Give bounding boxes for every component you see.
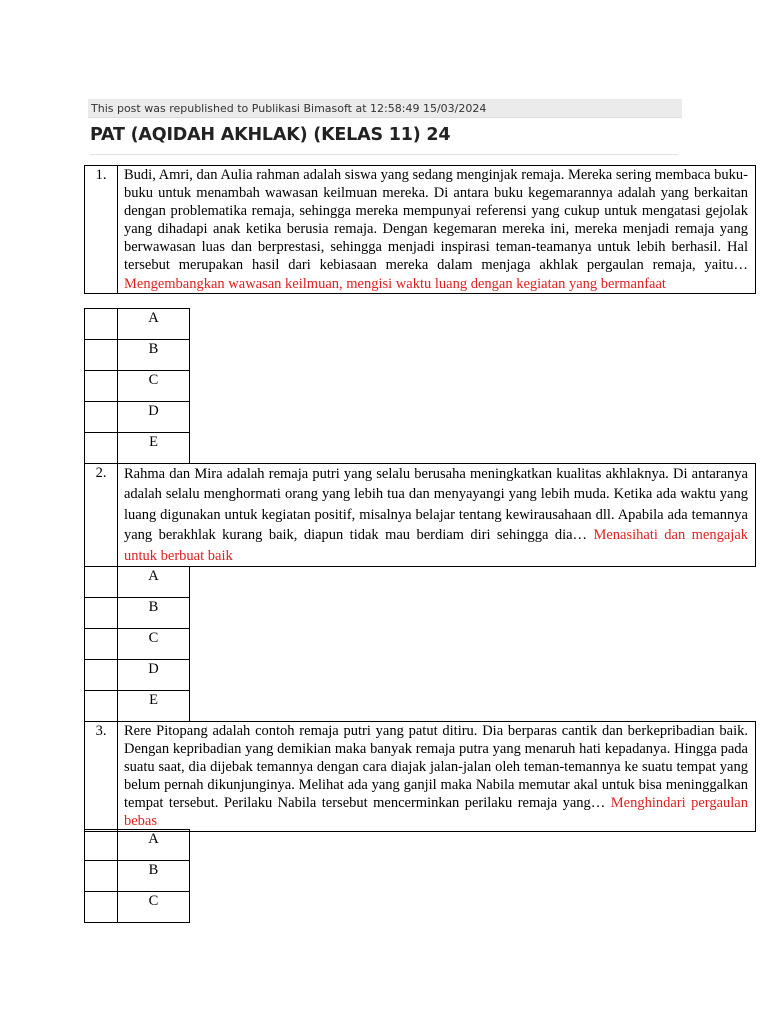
option-letter[interactable]: E [118, 433, 190, 464]
question-stem: Rere Pitopang adalah contoh remaja putri yang patut ditiru. Dia berparas cantik dan berkepribadian baik. Dengan kepribadian yang demikian maka banyak remaja putra yang menaruh hati kepadanya. Hingga pada suatu saat, dia dijebak temannya dengan cara diajak jalan-jalan oleh teman-temannya ke suatu tempat yang belum pernah dikunjunginya. Melihat ada yang ganjil maka Nabila memutar akal untuk bisa meninggalkan tempat tersebut. Perilaku Nabila tersebut mencerminkan perilaku remaja yang… [124, 723, 748, 812]
option-letter[interactable]: B [118, 340, 190, 371]
option-letter[interactable]: A [118, 567, 190, 598]
option-letter[interactable]: D [118, 402, 190, 433]
options-3 [84, 829, 190, 923]
question-text [118, 166, 756, 294]
republish-notice: This post was republished to Publikasi Bimasoft at 12:58:49 15/03/2024 [88, 99, 682, 118]
option-letter[interactable]: B [118, 598, 190, 629]
option-row [85, 660, 190, 691]
option-letter[interactable]: D [118, 660, 190, 691]
options-1 [84, 308, 190, 464]
option-row [85, 892, 190, 923]
page-title: PAT (AQIDAH AKHLAK) (KELAS 11) 24 [90, 125, 451, 145]
title-divider [90, 154, 678, 155]
answer-key: Mengembangkan wawasan keilmuan, mengisi waktu luang dengan kegiatan yang bermanfaat [124, 275, 666, 292]
question-stem: Rahma dan Mira adalah remaja putri yang selalu berusaha meningkatkan kualitas akhlaknya. Di antaranya adalah selalu menghormati orang yang lebih tua dan menyayangi yang lebih muda. Ketika ada waktu yang luang digunakan untuk kegiatan positif, misalnya belajar tentang kewirausahaan dll. Apabila ada temannya yang berakhlak kurang baik, diapun tidak mau berdiam diri sehingga dia… [124, 466, 748, 544]
question-text [118, 464, 756, 567]
question-stem: Budi, Amri, dan Aulia rahman adalah siswa yang sedang menginjak remaja. Mereka sering membaca buku-buku untuk menambah wawasan keilmuan mereka. Di antara buku kegemarannya adalah yang berkaitan dengan problematika remaja, sehingga mereka mempunyai referensi yang cukup untuk mengatasi gejolak yang dihadapi anak ketika berusia remaja. Dengan kegemaran mereka ini, mereka menjadi remaja yang berwawasan luas dan berprestasi, sehingga menjadi inspirasi teman-teamanya untuk lebih berhasil. Hal tersebut merupakan hasil dari kebiasaan mereka dalam menjaga akhlak pergaulan remaja, yaitu… [124, 167, 748, 274]
question-text [118, 722, 756, 832]
option-row [85, 567, 190, 598]
option-row [85, 433, 190, 464]
option-row [85, 598, 190, 629]
option-letter[interactable]: E [118, 691, 190, 722]
question-number: 2. [85, 464, 118, 567]
option-row [85, 371, 190, 402]
option-row [85, 691, 190, 722]
options-2 [84, 566, 190, 722]
option-row [85, 861, 190, 892]
option-letter[interactable]: A [118, 309, 190, 340]
question-3 [84, 721, 756, 832]
question-2 [84, 463, 756, 567]
option-letter[interactable]: B [118, 861, 190, 892]
option-row [85, 830, 190, 861]
option-letter[interactable]: C [118, 371, 190, 402]
question-number: 1. [85, 166, 118, 294]
option-letter[interactable]: C [118, 892, 190, 923]
option-row [85, 309, 190, 340]
answer-key: Menasihati dan mengajak untuk berbuat baik [124, 527, 749, 564]
option-row [85, 402, 190, 433]
option-letter[interactable]: C [118, 629, 190, 660]
option-row [85, 629, 190, 660]
option-row [85, 340, 190, 371]
question-1 [84, 165, 756, 294]
option-letter[interactable]: A [118, 830, 190, 861]
question-number: 3. [85, 722, 118, 832]
answer-key: Menghindari pergaulan bebas [124, 795, 748, 830]
